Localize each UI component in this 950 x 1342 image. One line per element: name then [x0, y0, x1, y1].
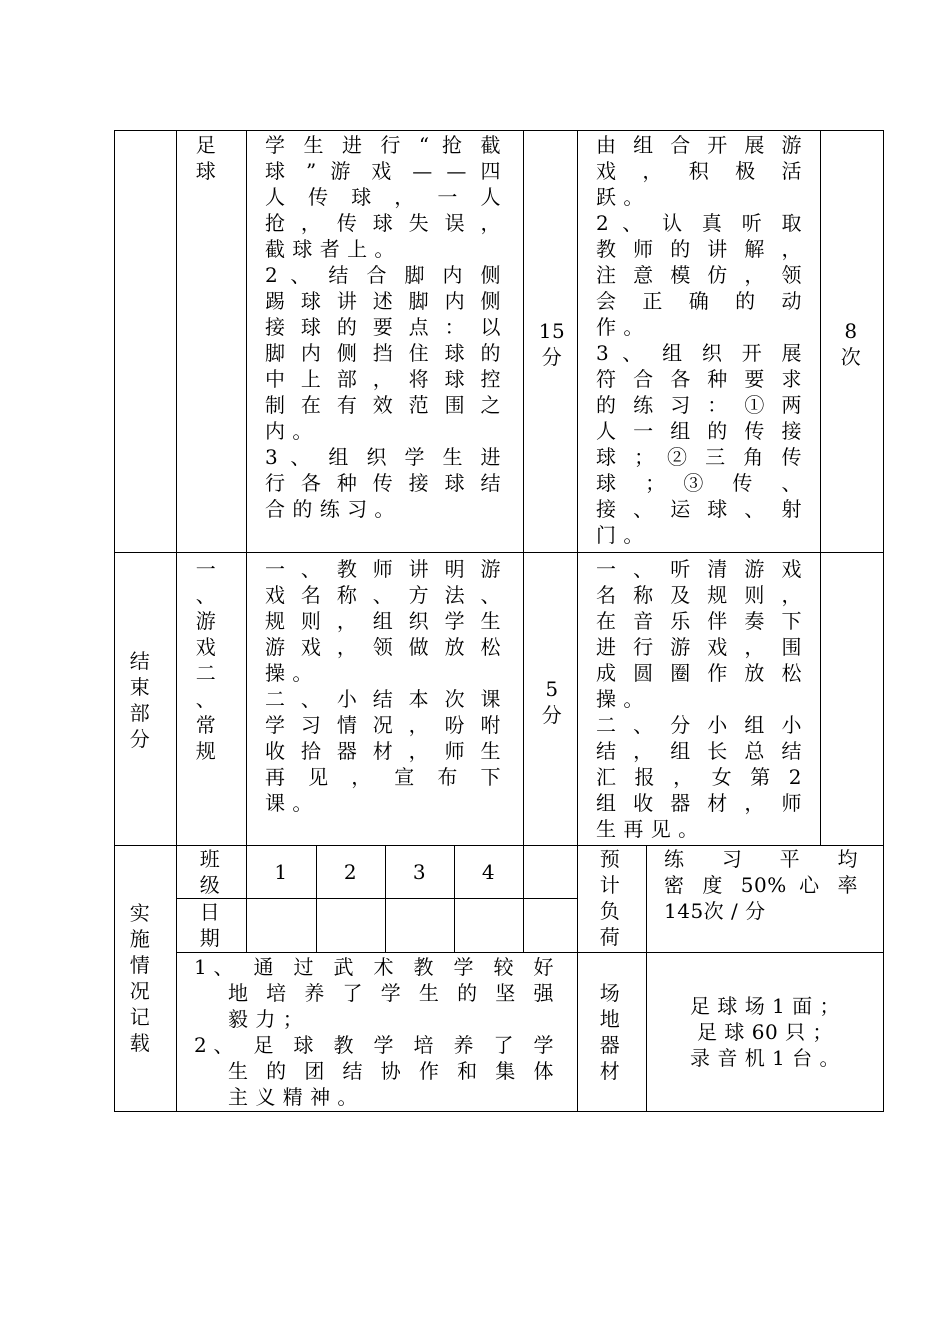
teacher-line: 截 球 者 上 。: [265, 237, 395, 261]
student-line: 3 、 组 织 开 展: [596, 341, 802, 365]
equipment-details: [656, 993, 874, 1071]
ending-teacher-activity: [265, 556, 501, 816]
ending-time-allocation: 5 分: [541, 677, 563, 727]
teacher-line: 学 生 进 行 “ 抢 截: [265, 133, 501, 157]
student-line: 门 。: [596, 523, 644, 547]
student-line: 一 、 听 清 游 戏: [596, 557, 802, 581]
ending-item-char: 、: [195, 583, 217, 607]
student-line: 符 合 各 种 要 求: [596, 367, 802, 391]
col-divider: [523, 845, 524, 952]
student-line: 生 再 见 。: [596, 817, 699, 841]
teacher-line: 收 拾 器 材 ， 师 生: [265, 739, 501, 763]
row-divider-class: [176, 898, 577, 899]
student-line: 操 。: [596, 687, 644, 711]
teacher-line: 制 在 有 效 范 围 之: [265, 393, 501, 417]
class-number: 2: [343, 860, 358, 884]
load-line: 145次 / 分: [664, 899, 766, 923]
teacher-line: 戏 名 称 、 方 法 、: [265, 583, 501, 607]
ending-item-char: 一: [195, 557, 217, 581]
class-number: 3: [412, 860, 427, 884]
equipment-line: 录 音 机 1 台 。: [689, 1046, 840, 1070]
teacher-line: 课 。: [265, 791, 313, 815]
col-divider: [646, 845, 647, 1112]
student-line: 球 ； ② 三 角 传: [596, 445, 802, 469]
teacher-line: 3 、 组 织 学 生 进: [265, 445, 501, 469]
ending-item-char: 二: [195, 661, 217, 685]
time-allocation: 15 分: [538, 319, 566, 369]
ending-items: [186, 556, 226, 764]
class-number: 1: [274, 860, 288, 884]
teacher-line: 再 见 ， 宣 布 下: [265, 765, 501, 789]
col-divider: [176, 130, 177, 1112]
student-line: 2 、 认 真 听 取: [596, 211, 802, 235]
teacher-line: 内 。: [265, 419, 313, 443]
teacher-activity: [265, 132, 501, 522]
equipment-line: 足 球 60 只 ；: [697, 1020, 833, 1044]
repetition-count: 8 次: [840, 319, 862, 369]
student-line: 的 练 习 ： ① 两: [596, 393, 802, 417]
summary-line: 1、 通 过 武 术 教 学 较 好: [194, 955, 554, 979]
col-divider: [577, 130, 578, 1112]
col-divider: [820, 130, 821, 845]
date-label: 日 期: [199, 900, 221, 950]
student-line: 名 称 及 规 则 ，: [596, 583, 802, 607]
student-activity: [596, 132, 802, 548]
equipment-label: 场地器材: [599, 981, 621, 1083]
student-line: 作 。: [596, 315, 644, 339]
teacher-line: 人 传 球 ， 一 人: [265, 185, 501, 209]
summary-line: 生 的 团 结 协 作 和 集 体: [228, 1059, 554, 1083]
summary-line: 地 培 养 了 学 生 的 坚 强: [228, 981, 554, 1005]
student-line: 球 ； ③ 传 、: [596, 471, 802, 495]
summary-line: 毅 力 ；: [228, 1007, 304, 1031]
teacher-line: 游 戏 ， 领 做 放 松: [265, 635, 501, 659]
student-line: 在 音 乐 伴 奏 下: [596, 609, 802, 633]
summary-line: 主 义 精 神 。: [228, 1085, 358, 1109]
ending-item-char: 游: [195, 609, 217, 633]
row-divider-date: [176, 952, 577, 953]
student-line: 会 正 确 的 动: [596, 289, 802, 313]
teacher-line: 操 。: [265, 661, 313, 685]
student-line: 汇 报 ， 女 第 2: [596, 765, 802, 789]
student-line: 戏 ， 积 极 活: [596, 159, 802, 183]
student-line: 跃 。: [596, 185, 644, 209]
student-line: 人 一 组 的 传 接: [596, 419, 802, 443]
teacher-line: 脚 内 侧 挡 住 球 的: [265, 341, 501, 365]
teacher-line: 球 ” 游 戏 — — 四: [265, 159, 501, 183]
ending-item-char: 常: [195, 713, 217, 737]
student-line: 结 ， 组 长 总 结: [596, 739, 802, 763]
load-line: 密 度 50% 心 率: [664, 873, 858, 897]
teacher-line: 接 球 的 要 点 ： 以: [265, 315, 501, 339]
student-line: 二 、 分 小 组 小: [596, 713, 802, 737]
teacher-line: 规 则 ， 组 织 学 生: [265, 609, 501, 633]
row-divider-load: [577, 952, 884, 953]
teacher-line: 二 、 小 结 本 次 课: [265, 687, 501, 711]
load-details: [664, 846, 858, 924]
teacher-line: 学 习 情 况 ， 吩 咐: [265, 713, 501, 737]
teacher-line: 行 各 种 传 接 球 结: [265, 471, 501, 495]
teacher-line: 中 上 部 ， 将 球 控: [265, 367, 501, 391]
item-name: 足 球: [195, 133, 217, 183]
student-line: 由 组 合 开 展 游: [596, 133, 802, 157]
equipment-line: 足 球 场 1 面 ；: [689, 994, 840, 1018]
load-label: 预计负荷: [599, 847, 621, 949]
ending-item-char: 、: [195, 687, 217, 711]
ending-item-char: 戏: [195, 635, 217, 659]
student-line: 注 意 模 仿 ， 领: [596, 263, 802, 287]
col-divider: [246, 130, 247, 845]
ending-student-activity: [596, 556, 802, 842]
student-line: 进 行 游 戏 ， 围: [596, 635, 802, 659]
teacher-line: 合 的 练 习 。: [265, 497, 395, 521]
implementation-summary: [194, 954, 554, 1110]
student-line: 教 师 的 讲 解 ，: [596, 237, 802, 261]
teacher-line: 一 、 教 师 讲 明 游: [265, 557, 501, 581]
class-number: 4: [481, 860, 496, 884]
load-line: 练 习 平 均: [664, 847, 858, 871]
student-line: 组 收 器 材 ， 师: [596, 791, 802, 815]
section-label-record: 实施情况记载: [129, 901, 151, 1055]
class-label: 班 级: [199, 847, 221, 897]
section-label-ending: 结束部分: [129, 649, 151, 751]
student-line: 接 、 运 球 、 射: [596, 497, 802, 521]
teacher-line: 抢 ， 传 球 失 误 ，: [265, 211, 501, 235]
row-divider-upper: [114, 552, 884, 553]
teacher-line: 2 、 结 合 脚 内 侧: [265, 263, 501, 287]
teacher-line: 踢 球 讲 述 脚 内 侧: [265, 289, 501, 313]
student-line: 成 圆 圈 作 放 松: [596, 661, 802, 685]
summary-line: 2、 足 球 教 学 培 养 了 学: [194, 1033, 554, 1057]
ending-item-char: 规: [195, 739, 217, 763]
col-divider: [523, 130, 524, 845]
